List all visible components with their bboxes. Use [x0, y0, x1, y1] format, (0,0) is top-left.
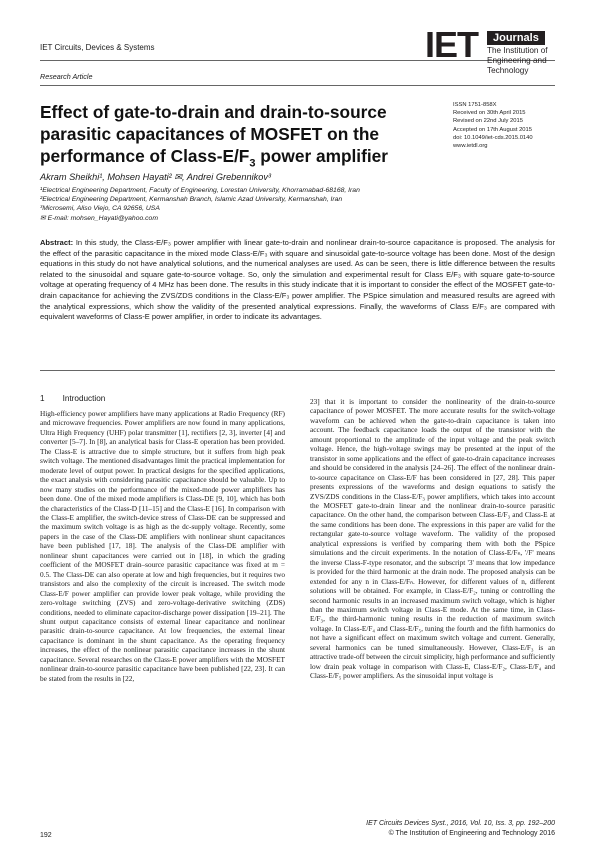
- logo-institution-line2: Engineering and Technology: [487, 56, 547, 75]
- accepted-date: Accepted on 17th August 2015: [453, 126, 532, 133]
- section-number: 1: [40, 394, 45, 403]
- footer-citation-block: [366, 819, 555, 839]
- footer-citation: IET Circuits Devices Syst., 2016, Vol. 10, Iss. 3, pp. 192–200: [366, 820, 555, 827]
- logo-badge: Journals: [487, 31, 545, 45]
- logo-mark: IET: [425, 24, 479, 65]
- abstract-text: In this study, the Class-E/F₃ power amplifier with linear gate-to-drain and nonlinear drain-to-source capacitance is proposed. The analysis for the effect of the parasitic capacitance in the mixed mode Class-E/F₃ with square and sinusoidal gate-to-source voltage has been done. Most of the design equations in this study do not have analytical solutions, and the numerical analyses are used. As can be seen, there is little difference between the results related to the sinusoidal and square gate-to-source voltage. So, only the simulation and experimental result for Class E/F₃ with square gate-to-source voltage at operating frequency of 4 MHz has been done. The results in this study indicate that it is important to consider the effect of the MOSFET gate-to-drain capacitance for achieving the ZVS/ZDS conditions in the Class-E/F₃ power amplifier. The PSpice simulation and measured results are agreed with the analytical expressions, which show the validity of the presented analytical expressions. Finally, the waveforms of Class E/F₃ are compared with equivalent waveforms of Class-E power amplifier, in order to indicate its advantages.: [40, 238, 555, 322]
- received-date: Received on 30th April 2015: [453, 110, 526, 117]
- affiliation-1: ¹Electrical Engineering Department, Faculty of Engineering, Lorestan University, Khorramabad-68168, Iran: [40, 187, 360, 194]
- affiliation-2: ²Electrical Engineering Department, Kermanshah Branch, Islamic Azad University, Kermanshah, Iran: [40, 196, 343, 204]
- corresponding-email[interactable]: ✉ E-mail: mohsen_Hayati@yahoo.com: [40, 214, 158, 222]
- body-column-left: High-efficiency power amplifiers have many applications at Radio Frequency (RF) and microwave frequencies. Power amplifiers are now found in many applications, Ultra High Frequency (UHF) polar transmitter [1], rectifiers [2, 3], inverter [4] and converter [5–7]. In [8], an analytical basis for Class-E operation has been provided. The Class-E is attractive due to simple structure, but it suffers from high peak switch voltage. The mentioned disadvantages limit the practical implementation for moderate level of output power. In practical designs for the specified applications, the exact analysis with considering parasitic capacitance should be valuable. Up to now many studies on the performance of the mixed-mode power amplifiers has been done. One of the mixed mode amplifiers is Class-DE [9, 10], which has both the characteristics of the Class-D [11–15] and the Class-E [16]. In comparison with the Class-E amplifier, the switch-device stress of Class-DE can be suppressed and the maximum switch voltage is as high as the dc-supply voltage. Recently, some papers in the case of the Class-DE amplifiers with nonlinear shunt capacitances have been published [17, 18]. The analysis of the Class-DE amplifier with nonlinear shunt capacitances were carried out in [18], in which the grading coefficient of the MOSFET drain–source parasitic capacitance was fixed at m = 0.5. The Class-DE can also operate at low and high frequencies, but it requires two transistors and also the complexity of the circuit is increased. The switch mode Class-E/F power amplifier can provide lower peak voltage, while providing the zero-voltage switching (ZVS) and zero-voltage-derivative switching (ZDS) conditions, needed to eliminate capacitor-discharge power dissipation [19–21]. The shunt output capacitance consists of external linear capacitance and nonlinear parasitic drain-to-source capacitance. At low frequencies, the external linear capacitance is dominant in the shunt capacitance. As the operating frequency increases, the effect of the nonlinear parasitic capacitance increases in the shunt capacitance. Several researches on the Class-E power amplifiers with the MOSFET nonlinear drain-to-source parasitic capacitance have been published [22, 23]. It can be stated from the results in [22,: [40, 409, 285, 683]
- title-rule: [40, 85, 555, 86]
- logo-institution-line1: The Institution of: [487, 46, 548, 55]
- affiliation-3: ³Microsemi, Aliso Viejo, CA 92656, USA: [40, 205, 160, 213]
- abstract-label: Abstract:: [40, 238, 74, 247]
- page-number: 192: [40, 832, 52, 839]
- section-heading: [40, 394, 105, 403]
- issn: ISSN 1751-858X: [453, 102, 497, 108]
- journal-url[interactable]: www.ietdl.org: [453, 143, 488, 150]
- doi-link[interactable]: doi: 10.1049/iet-cds.2015.0140: [453, 134, 533, 141]
- abstract-rule: [40, 370, 555, 371]
- paper-title: Effect of gate-to-drain and drain-to-source parasitic capacitances of MOSFET on the performance of Class-$E/F_3$ power amplifier: [40, 102, 389, 170]
- article-type: Research Article: [40, 72, 93, 81]
- journal-name: IET Circuits, Devices & Systems: [40, 43, 155, 52]
- affiliations: [40, 186, 360, 223]
- footer-copyright: © The Institution of Engineering and Technology 2016: [388, 830, 555, 837]
- abstract: [40, 238, 555, 323]
- body-column-right: 23] that it is important to consider the nonlinearity of the drain-to-source capacitance of power MOSFET. The more accurate results for the switch-voltage waveform can be achieved when the gate-to-drain capacitance is taken into account. The feedback capacitance loads the output of the transistor with the amount proportional to the amplitude of the input voltage and the peak switch voltage. Hence, the high-voltage swings may be presented at the input of the transistor in some applications and the effect of gate-to-drain capacitance increases and should be considered in the analysis [24–26]. The effect of the nonlinear drain-to-source capacitance on Class-E/F has been considered in [27, 28]. This paper presents expressions of the waveforms and design equations to satisfy the ZVS/ZDS conditions in the Class-E/F₃ power amplifiers, which takes into account the MOSFET gate-to-drain linear and the nonlinear drain-to-source parasitic capacitance. On the other hand, the comparison between Class-E/F₃ and Class-E at the same conditions has been done. The expressions in this paper are valid for the rectangular gate-to-source voltage waveform. The validity of the proposed analytical expressions is verified by comparing them with both the PSpice simulations and the circuit experiments. In the notation of Class-E/Fₙ, '/F' means the inverse Class-F-type resonator, and the subscript '3' means that low impedance is provided for the third harmonic at the drain node. The proposed analysis can be extended for any n in Class-E/Fₙ. However, for different values of n, different solutions will be obtained. For example, in Class-E/F₂, tuning or controlling the second harmonic results in an increased maximum switch voltage, which is higher than the maximum switch voltage in Class-E mode. At the same time, in Class-E/F₃, the third-harmonic tuning results in the reduction of maximum switch voltage. In Class-E/F₄ and Class-E/F₅, tuning the fourth and the fifth harmonics do not have a significant effect on maximum switch voltage and current. Generally, several harmonics can be tuned simultaneously. However, Class-E/F₃ is an attractive trade-off between the circuit simplicity, high performance and sufficiently low drain peak voltage in comparison with Class-E, Class-E/F₂, Class-E/F₄ and Class-E/F₅ power amplifiers. As the sinusoidal input voltage is: [310, 397, 555, 681]
- authors: Akram Sheikhi¹, Mohsen Hayati² ✉, Andrei Grebennikov³: [40, 172, 272, 182]
- logo-institution: [487, 46, 555, 76]
- revised-date: Revised on 22nd July 2015: [453, 118, 523, 125]
- section-title: Introduction: [62, 394, 106, 403]
- article-meta: [453, 101, 533, 150]
- iet-logo[interactable]: [425, 24, 555, 75]
